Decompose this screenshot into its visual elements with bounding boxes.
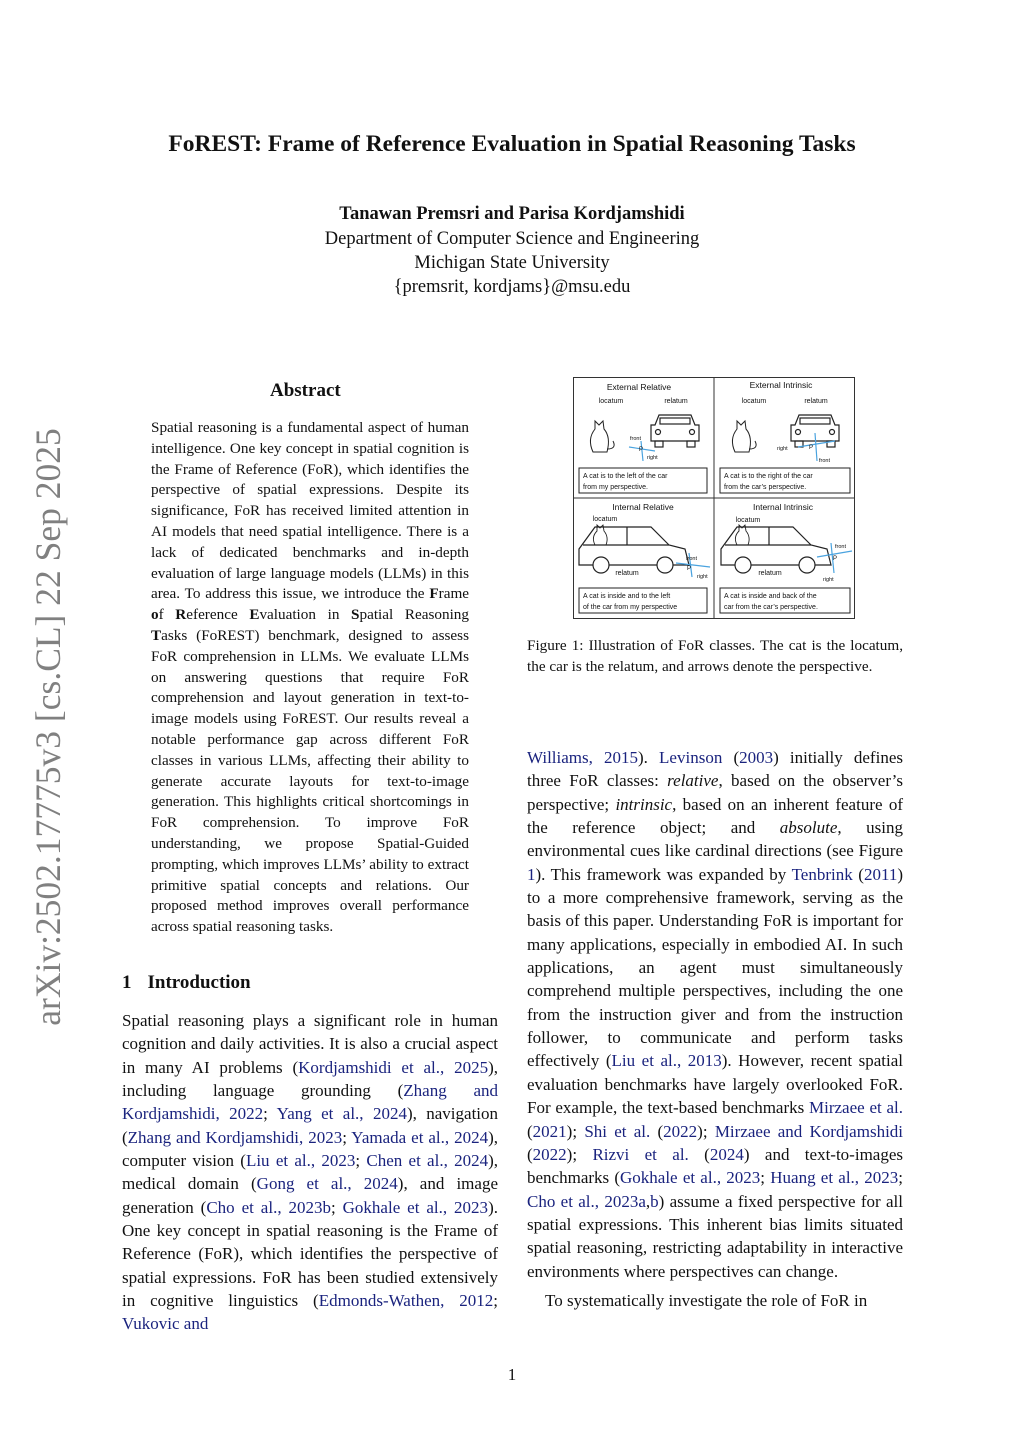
citation-link[interactable]: 2011 xyxy=(863,864,898,884)
svg-text:right: right xyxy=(697,574,708,580)
svg-text:car from the car’s perspective: car from the car’s perspective. xyxy=(724,604,818,611)
paragraph-2: To systematically investigate the role of FoR in xyxy=(545,1290,868,1310)
figure-caption: Figure 1: Illustration of FoR classes. The cat is the locatum, the car is the relatum, and arrows denote the perspective. xyxy=(527,637,903,675)
citation-link[interactable]: 2022 xyxy=(663,1121,698,1141)
panel-title: External Relative xyxy=(606,382,672,392)
citation-link[interactable]: Mirzaee and Kordjamshidi xyxy=(714,1121,904,1141)
relatum-label: relatum xyxy=(664,398,688,405)
locatum-label: locatum xyxy=(741,398,767,405)
svg-text:front: front xyxy=(819,458,831,464)
citation-link[interactable]: Yang et al., 2024 xyxy=(276,1104,407,1124)
svg-text:front: front xyxy=(835,544,847,550)
relatum-label: relatum xyxy=(804,398,828,405)
citation-link[interactable]: Edmonds-Wathen, 2012 xyxy=(318,1291,494,1311)
citation-link[interactable]: Gong et al., 2024 xyxy=(256,1174,398,1194)
section-heading: 1 Introduction xyxy=(122,972,251,993)
citation-link[interactable]: Liu et al., 2023 xyxy=(245,1151,356,1171)
panel-caption-line2: from my perspective. xyxy=(583,484,648,491)
svg-text:P: P xyxy=(833,556,838,562)
svg-text:P: P xyxy=(639,447,644,453)
citation-link[interactable]: Huang et al., 2023 xyxy=(770,1168,899,1188)
figure-1 xyxy=(573,377,855,619)
figure-ref-link[interactable]: 1 xyxy=(527,864,536,884)
svg-text:front: front xyxy=(686,556,698,562)
authors: Tanawan Premsri and Parisa Kordjamshidi xyxy=(339,204,685,224)
citation-link[interactable]: Zhang and Kordjamshidi, 2023 xyxy=(127,1127,343,1147)
page-number: 1 xyxy=(507,1365,517,1384)
citation-link[interactable]: Vukovic and xyxy=(122,1314,209,1334)
citation-link[interactable]: Mirzaee et al. xyxy=(809,1098,904,1118)
citation-link[interactable]: Cho et al., 2023a xyxy=(527,1191,646,1211)
locatum-label: locatum xyxy=(598,398,624,405)
citation-link[interactable]: b xyxy=(650,1191,659,1211)
svg-text:right: right xyxy=(647,455,658,461)
affiliation-email: {premsrit, kordjams}@msu.edu xyxy=(393,277,631,297)
citation-link[interactable]: 2021 xyxy=(532,1121,567,1141)
svg-text:from the car’s perspective.: from the car’s perspective. xyxy=(724,484,807,491)
citation-link[interactable]: Tenbrink xyxy=(791,864,853,884)
citation-link[interactable]: Levinson xyxy=(659,748,723,767)
citation-link[interactable]: Zhang and Kordjamshidi, 2022 xyxy=(122,1081,498,1124)
citation-link[interactable]: 2024 xyxy=(709,1144,744,1164)
svg-text:right: right xyxy=(777,446,788,452)
panel-title: Internal Intrinsic xyxy=(753,502,813,512)
citation-link[interactable]: 2022 xyxy=(532,1144,567,1164)
citation-link[interactable]: Gokhale et al., 2023 xyxy=(620,1168,761,1188)
citation-link[interactable]: 2003 xyxy=(739,748,774,767)
svg-text:A cat is inside and to the lef: A cat is inside and to the left xyxy=(583,593,671,600)
citation-link[interactable]: Kordjamshidi et al., 2025 xyxy=(298,1057,489,1077)
citation-link[interactable]: Yamada et al., 2024 xyxy=(351,1127,489,1147)
panel-title: External Intrinsic xyxy=(749,380,813,390)
arxiv-stamp: arXiv:2502.17775v3 [cs.CL] 22 Sep 2025 xyxy=(28,428,68,1026)
affiliation-university: Michigan State University xyxy=(414,253,610,273)
svg-text:P: P xyxy=(687,566,692,572)
citation-link[interactable]: Gokhale et al., 2023 xyxy=(342,1197,489,1217)
svg-text:P: P xyxy=(809,445,814,451)
citation-link[interactable]: Williams, 2015 xyxy=(527,748,639,767)
affiliation-department: Department of Computer Science and Engineering xyxy=(324,229,700,249)
relatum-label: relatum xyxy=(615,570,639,577)
locatum-label: locatum xyxy=(592,516,618,523)
citation-link[interactable]: Liu et al., 2013 xyxy=(611,1051,722,1071)
abstract-body: Spatial reasoning is a fundamental aspect of human intelligence. One key concept in spatial cognition is the Frame of Reference (FoR), which identifies the perspective of spatial expressions. Despite its significance, FoR has received limited attention in AI models that need spatial intelligence. There is a lack of dedicated benchmarks and in-depth evaluation of large language models (LLMs) in this area. To address this issue, we introduce the Frame of Reference Evaluation in Spatial Reasoning Tasks (FoREST) benchmark, designed to assess FoR comprehension in LLMs. We evaluate LLMs on answering questions that require FoR comprehension and layout generation in text-to-image models using FoREST. Our results reveal a notable performance gap across different FoR classes in various LLMs, affecting their ability to generate accurate layouts for text-to-image generation. This highlights critical shortcomings in FoR comprehension. To improve FoR understanding, we propose Spatial-Guided prompting, which improves LLMs’ ability to extract primitive spatial concepts and relations. Our proposed method improves overall performance across spatial reasoning tasks. xyxy=(151,419,469,936)
intro-left-column: Spatial reasoning plays a significant role in human cognition and daily activities. It is also a crucial aspect in many AI problems (Kordjamshidi et al., 2025), including language grounding (Zhang and Kordjamshidi, 2022; Yang et al., 2024), navigation (Zhang and Kordjamshidi, 2023; Yamada et al., 2024), computer vision (Liu et al., 2023; Chen et al., 2024), medical domain (Gong et al., 2024), and image generation (Cho et al., 2023b; Gokhale et al., 2023). One key concept in spatial reasoning is the Frame of Reference (FoR), which identifies the perspective of spatial expressions. FoR has been studied extensively in cognitive linguistics (Edmonds-Wathen, 2012; Vukovic and xyxy=(122,1011,499,1334)
abstract-heading: Abstract xyxy=(270,380,341,401)
svg-text:A cat is inside and back of th: A cat is inside and back of the xyxy=(724,593,817,600)
paper-title: FoREST: Frame of Reference Evaluation in Spatial Reasoning Tasks xyxy=(168,131,856,157)
citation-link[interactable]: Cho et al., 2023b xyxy=(206,1197,331,1217)
locatum-label: locatum xyxy=(735,517,761,524)
citation-link[interactable]: Chen et al., 2024 xyxy=(366,1151,489,1171)
svg-text:right: right xyxy=(823,577,834,583)
citation-link[interactable]: Shi et al. xyxy=(584,1121,651,1141)
citation-link[interactable]: Rizvi et al. xyxy=(592,1144,689,1164)
svg-text:front: front xyxy=(630,436,642,442)
svg-text:of the car from my perspective: of the car from my perspective xyxy=(583,604,678,611)
panel-caption-line1: A cat is to the left of the car xyxy=(583,473,668,480)
relatum-label: relatum xyxy=(758,570,782,577)
svg-text:A cat is to the right of the c: A cat is to the right of the car xyxy=(724,473,813,480)
panel-title: Internal Relative xyxy=(612,502,674,512)
intro-right-column: Williams, 2015). Levinson (2003) initially defines three FoR classes: relative, based on the observer’s perspective; intrinsic, based on an inherent feature of the reference object; and absolute, using environmental cues like cardinal directions (see Figure 1). This framework was expanded by Tenbrink (2011) to a more comprehensive framework, serving as the basis of this paper. Understanding FoR is important for many applications, especially in embodied AI. In such applications, an agent must simultaneously comprehend multiple perspectives, including the one from the instruction giver and from the instruction follower, to communicate and perform tasks effectively (Liu et al., 2013). However, recent spatial evaluation benchmarks have largely overlooked FoR. For example, the text-based benchmarks Mirzaee et al. (2021); Shi et al. (2022); Mirzaee and Kordjamshidi (2022); Rizvi et al. (2024) and text-to-images benchmarks (Gokhale et al., 2023; Huang et al., 2023; Cho et al., 2023a,b) assume a fixed perspective for all spatial expressions. This inherent bias limits situated spatial reasoning, restricting adaptability in interactive environments where perspectives can change. To systematically investigate the role of FoR in xyxy=(527,746,903,1312)
